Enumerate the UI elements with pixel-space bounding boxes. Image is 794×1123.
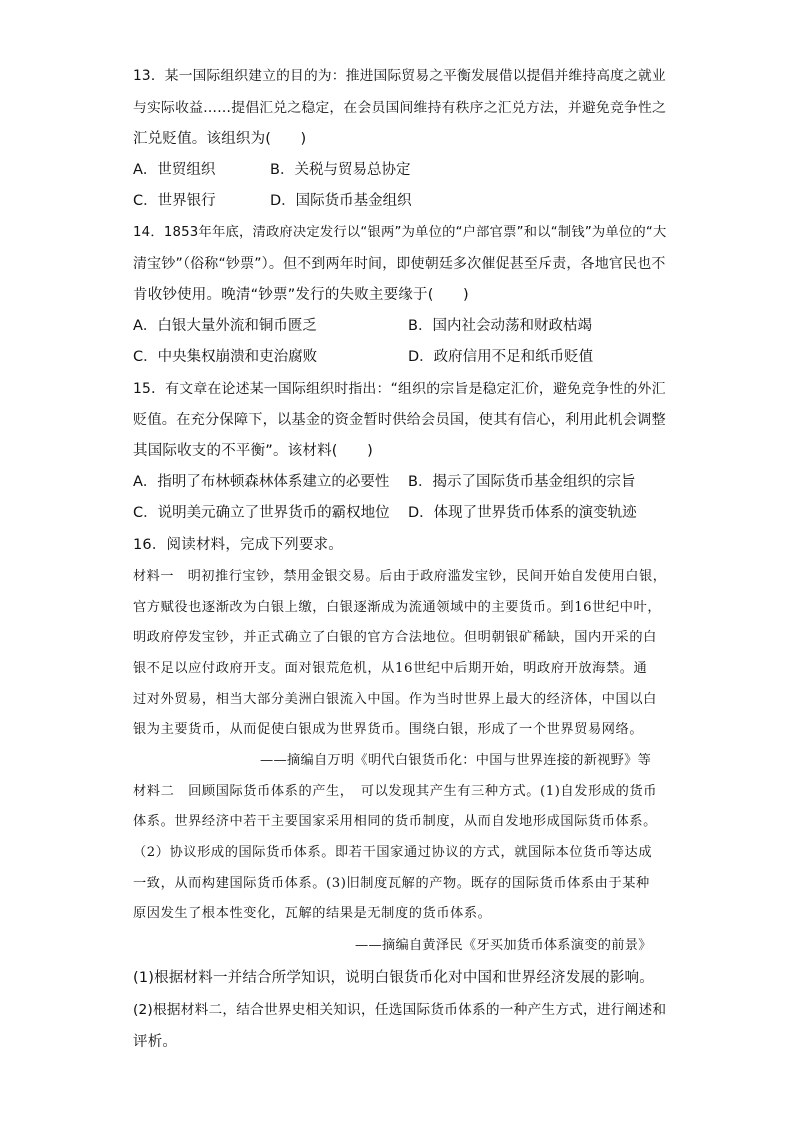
q16-requirement-1: (1)根据材料一并结合所学知识，说明白银货币化对中国和世界经济发展的影响。 xyxy=(133,970,654,986)
material-1-line-6: 银为主要货币，从而促使白银成为世界货币。围绕白银，形成了一个世界贸易网络。 xyxy=(133,722,644,737)
q14-stem-line-2: 清宝钞”（俗称“钞票”）。但不到两年时间，即使朝廷多次催促甚至斥责，各地官民也不 xyxy=(133,256,666,272)
q16-requirement-2-line-1: (2)根据材料二，结合世界史相关知识，任选国际货币体系的一种产生方式，进行阐述和 xyxy=(133,1002,667,1018)
q16-stem: 16．阅读材料，完成下列要求。 xyxy=(133,537,343,553)
q13-stem-line-1: 13．某一国际组织建立的目的为：推进国际贸易之平衡发展借以提倡并维持高度之就业 xyxy=(133,68,666,84)
q15-option-c: C．说明美元确立了世界货币的霸权地位 xyxy=(133,505,390,521)
q15-stem-line-3: 其国际收支的不平衡”。该材料( ) xyxy=(133,443,373,459)
material-2-source: ——摘编自黄泽民《牙买加货币体系演变的前景》 xyxy=(355,938,652,953)
q14-option-c: C．中央集权崩溃和吏治腐败 xyxy=(133,349,318,365)
q14-stem-line-1: 14．1853年年底，清政府决定发行以“银两”为单位的“户部官票”和以“制钱”为单位的“大 xyxy=(133,225,667,240)
q14-stem-line-3: 肯收钞使用。晚清“钞票”发行的失败主要缘于( ) xyxy=(133,287,469,303)
material-2-line-3: （2）协议形成的国际货币体系。即若干国家通过协议的方式，就国际本位货币等达成 xyxy=(133,845,653,860)
q16-requirement-2-line-2: 评析。 xyxy=(133,1034,178,1050)
q15-option-b: B．揭示了国际货币基金组织的宗旨 xyxy=(408,474,636,490)
material-1-line-4: 银不足以应付政府开支。面对银荒危机，从16世纪中后期开始，明政府开放海禁。通 xyxy=(133,661,648,676)
material-1-line-1: 材料一 明初推行宝钞，禁用金银交易。后由于政府滥发宝钞，民间开始自发使用白银， xyxy=(133,569,667,584)
q13-option-a: A．世贸组织 xyxy=(133,162,216,178)
q13-option-c: C．世界银行 xyxy=(133,193,216,209)
q13-option-b: B．关税与贸易总协定 xyxy=(270,162,411,178)
q14-option-d: D．政府信用不足和纸币贬值 xyxy=(408,349,594,365)
q13-stem-line-2: 与实际收益……提倡汇兑之稳定，在会员国间维持有秩序之汇兑方法，并避免竞争性之 xyxy=(133,100,667,116)
material-2-line-1: 材料二 回顾国际货币体系的产生， 可以发现其产生有三种方式。(1)自发形成的货币 xyxy=(133,784,658,799)
q15-option-a: A．指明了布林顿森林体系建立的必要性 xyxy=(133,474,390,490)
q15-option-d: D．体现了世界货币体系的演变轨迹 xyxy=(408,505,637,521)
q13-stem-line-3: 汇兑贬值。该组织为( ) xyxy=(133,131,307,147)
q13-option-d: D．国际货币基金组织 xyxy=(270,193,412,209)
material-2-line-4: 一致，从而构建国际货币体系。(3)旧制度瓦解的产物。既存的国际货币体系由于某种 xyxy=(133,876,650,891)
q15-stem-line-2: 贬值。在充分保障下，以基金的资金暂时供给会员国，使其有信心，利用此机会调整 xyxy=(133,412,666,428)
material-1-line-5: 过对外贸易，相当大部分美洲白银流入中国。作为当时世界上最大的经济体，中国以白 xyxy=(133,692,657,707)
material-1-line-2: 官方赋役也逐渐改为白银上缴，白银逐渐成为流通领域中的主要货币。到16世纪中叶， xyxy=(133,600,662,615)
material-1-source: ——摘编自万明《明代白银货币化：中国与世界连接的新视野》等 xyxy=(260,753,652,768)
material-1-line-3: 明政府停发宝钞，并正式确立了白银的官方合法地位。但明朝银矿稀缺，国内开采的白 xyxy=(133,630,657,645)
q15-stem-line-1: 15．有文章在论述某一国际组织时指出：“组织的宗旨是稳定汇价，避免竞争性的外汇 xyxy=(133,381,666,397)
q14-option-b: B．国内社会动荡和财政枯竭 xyxy=(408,318,592,334)
material-2-line-2: 体系。世界经济中若干主要国家采用相同的货币制度，从而自发地形成国际货币体系。 xyxy=(133,814,657,829)
q14-option-a: A．白银大量外流和铜币匮乏 xyxy=(133,318,317,334)
material-2-line-5: 原因发生了根本性变化，瓦解的结果是无制度的货币体系。 xyxy=(133,906,492,921)
